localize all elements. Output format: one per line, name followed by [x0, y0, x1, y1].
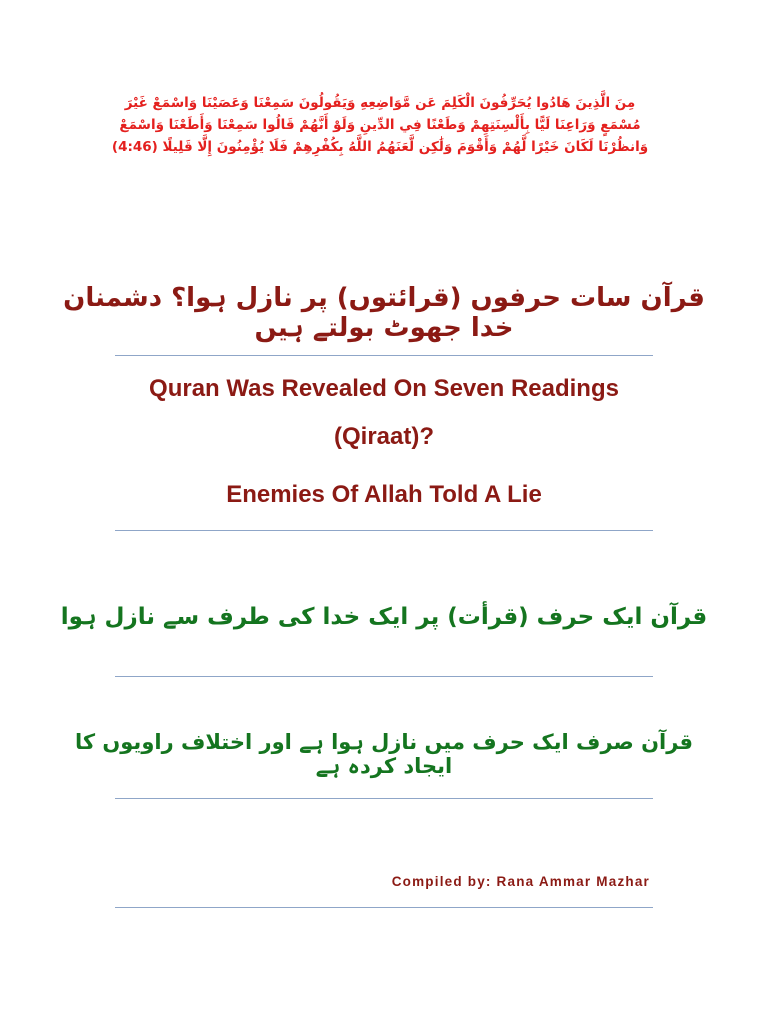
- divider-2: [115, 530, 653, 531]
- english-title-line-1: Quran Was Revealed On Seven Readings: [149, 375, 619, 402]
- divider-4: [115, 798, 653, 799]
- quran-verse: [110, 92, 650, 158]
- compiled-by-credit: Compiled by: Rana Ammar Mazhar: [391, 874, 650, 889]
- divider-5: [115, 907, 653, 908]
- verse-reference: (4:46): [111, 139, 158, 155]
- urdu-statement-2: قرآن صرف ایک حرف میں نازل ہوا ہے اور اختلاف راویوں کا ایجاد کردہ ہے: [74, 730, 694, 778]
- verse-text: مِنَ الَّذِينَ هَادُوا يُحَرِّفُونَ الْكَلِمَ عَن مَّوَاضِعِهِ وَيَقُولُونَ سَمِعْنَا وَعَصَيْنَا وَاسْمَعْ غَيْرَ مُسْمَعٍ وَرَاعِنَا لَيًّا بِأَلْسِنَتِهِمْ وَطَعْنًا فِي الدِّينِ وَلَوْ أَنَّهُمْ قَالُوا سَمِعْنَا وَأَطَعْنَا وَاسْمَعْ وَانظُرْنَا لَكَانَ خَيْرًا لَّهُمْ وَأَقْوَمَ وَلَٰكِن لَّعَنَهُمُ اللَّهُ بِكُفْرِهِمْ فَلَا يُؤْمِنُونَ إِلَّا قَلِيلًا: [119, 95, 649, 155]
- divider-3: [115, 676, 653, 677]
- divider-1: [115, 355, 653, 356]
- english-title-line-3: Enemies Of Allah Told A Lie: [226, 481, 542, 508]
- urdu-statement-1: قرآن ایک حرف (قرأت) پر ایک خدا کی طرف سے نازل ہوا: [60, 604, 708, 630]
- urdu-title: قرآن سات حرفوں (قرائتوں) پر نازل ہوا؟ دشمنان خدا جھوٹ بولتے ہیں: [63, 283, 705, 343]
- english-title-line-2: (Qiraat)?: [333, 423, 434, 450]
